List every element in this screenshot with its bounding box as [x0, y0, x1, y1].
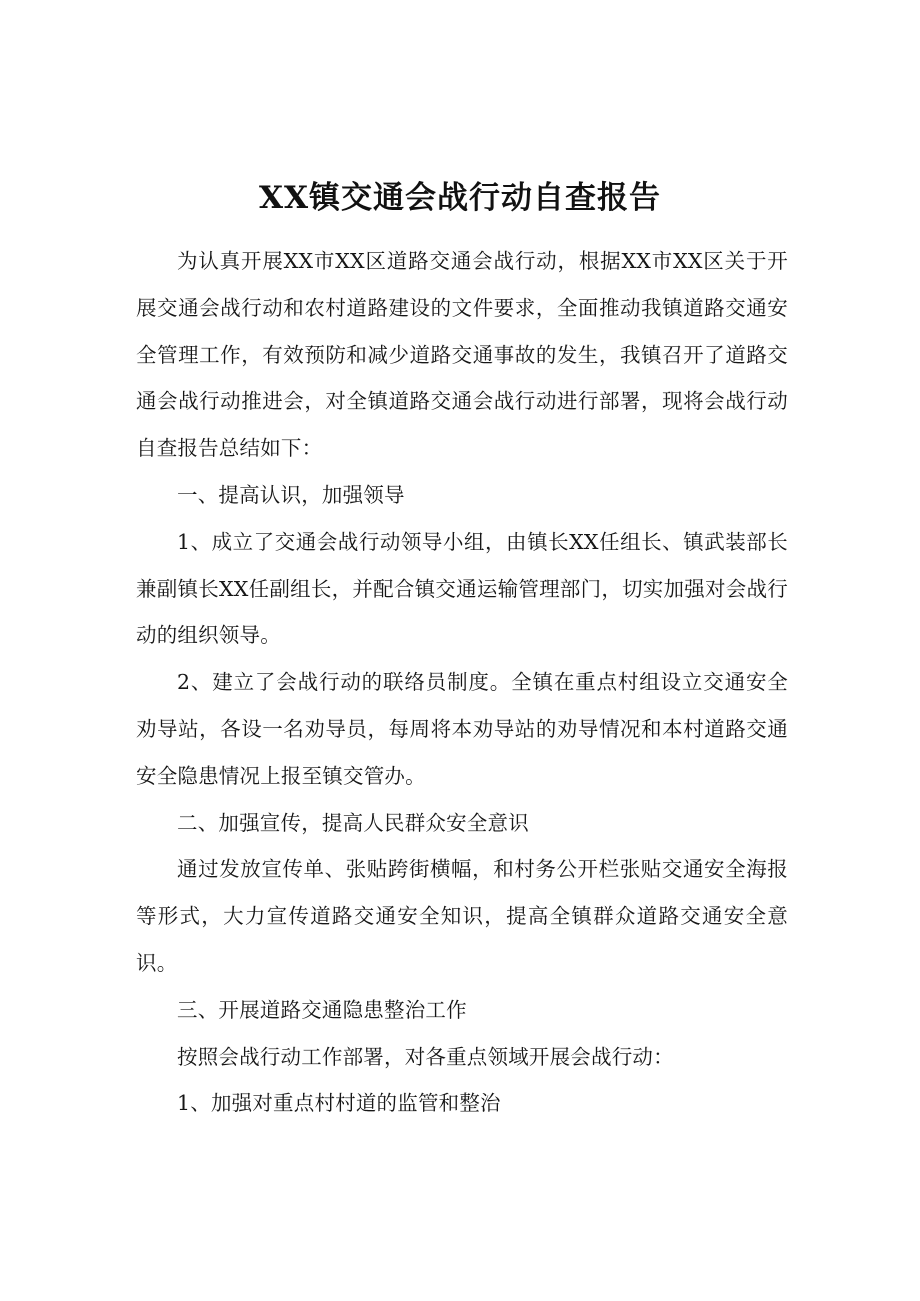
section-1-item-1: 1、成立了交通会战行动领导小组，由镇长XX任组长、镇武装部长兼副镇长XX任副组长，并配合镇交通运输管理部门，切实加强对会战行动的组织领导。 — [136, 529, 788, 648]
section-heading-2: 二、加强宣传，提高人民群众安全意识 — [177, 810, 529, 835]
section-heading-1: 一、提高认识，加强领导 — [177, 482, 405, 507]
section-2-paragraph: 通过发放宣传单、张贴跨街横幅，和村务公开栏张贴交通安全海报等形式，大力宣传道路交通安全知识，提高全镇群众道路交通安全意识。 — [136, 857, 788, 975]
document-title: XX镇交通会战行动自查报告 — [258, 180, 662, 216]
document-body — [136, 238, 788, 1127]
section-3-paragraph: 按照会战行动工作部署，对各重点领域开展会战行动： — [177, 1044, 674, 1069]
section-1-item-2: 2、建立了会战行动的联络员制度。全镇在重点村组设立交通安全劝导站，各设一名劝导员，每周将本劝导站的劝导情况和本村道路交通安全隐患情况上报至镇交管办。 — [136, 670, 788, 788]
section-heading-3: 三、开展道路交通隐患整治工作 — [177, 997, 467, 1022]
intro-paragraph: 为认真开展XX市XX区道路交通会战行动，根据XX市XX区关于开展交通会战行动和农村道路建设的文件要求，全面推动我镇道路交通安全管理工作，有效预防和减少道路交通事故的发生，我镇召开了道路交通会战行动推进会，对全镇道路交通会战行动进行部署，现将会战行动自查报告总结如下： — [136, 249, 788, 461]
section-3-item-1: 1、加强对重点村村道的监管和整治 — [177, 1091, 501, 1116]
